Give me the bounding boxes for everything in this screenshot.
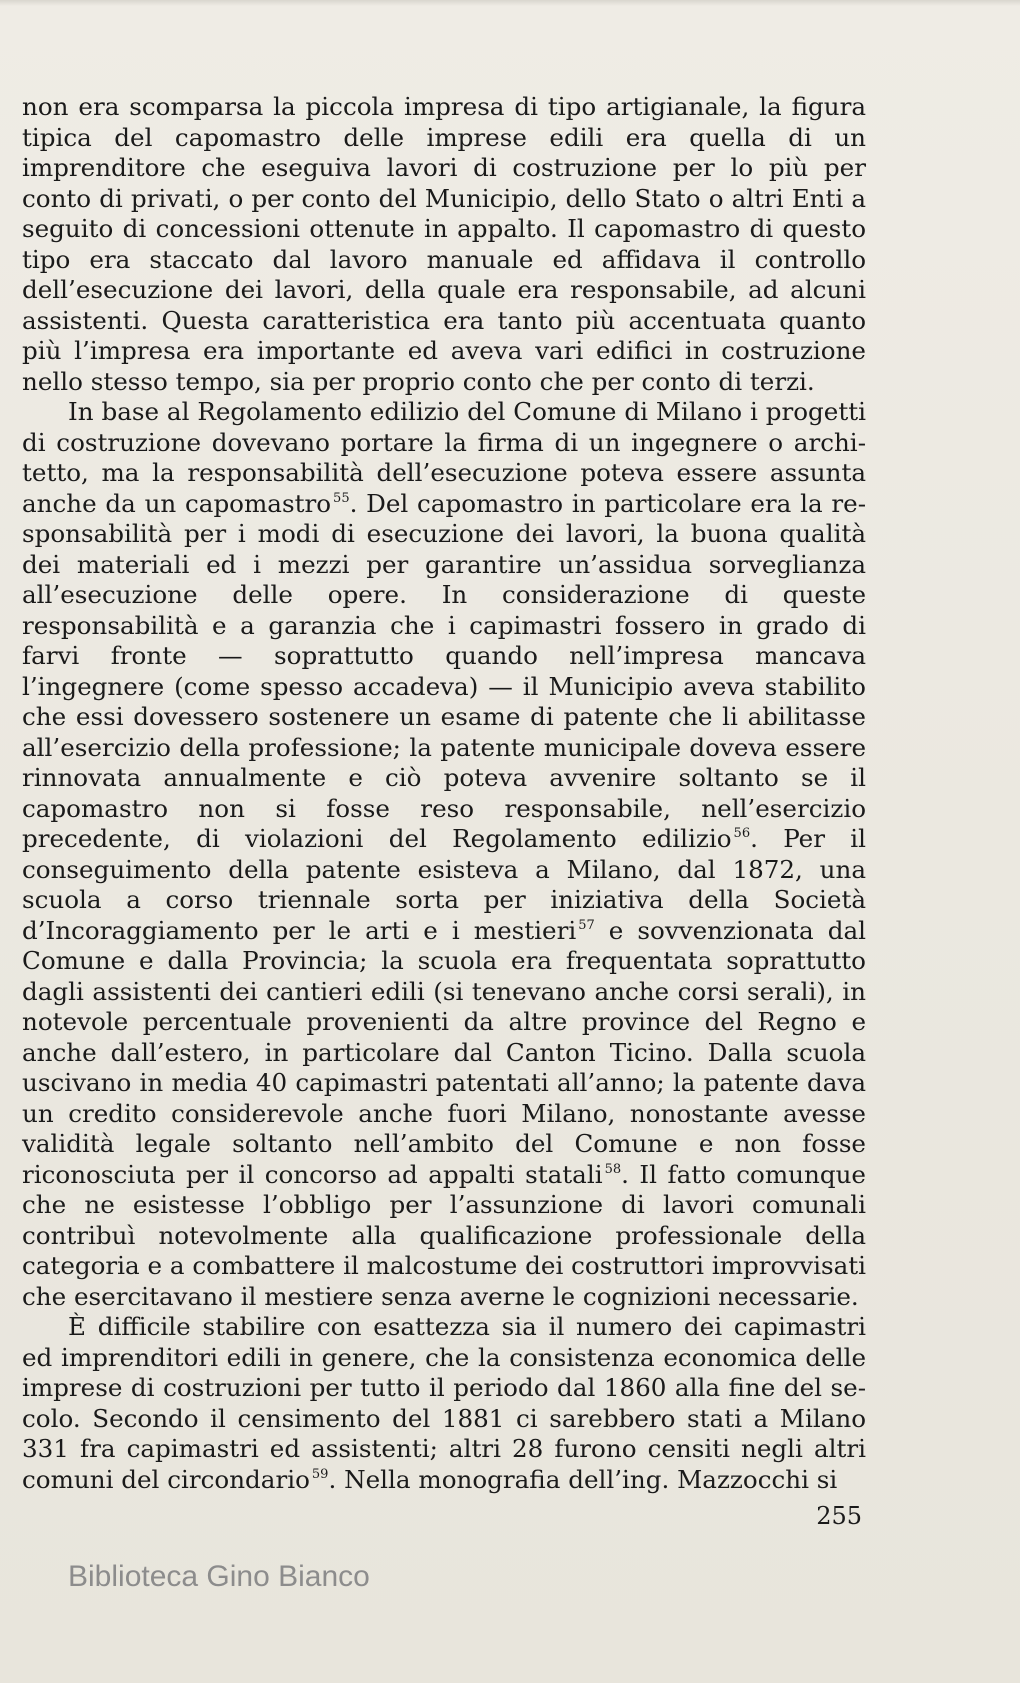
page-number: 255 — [816, 1502, 862, 1530]
paragraph-text: e sovvenzionata dal Comune e dalla Provincia; la scuola era frequentata soprattutto dagli assistenti dei cantieri edili (si tenevano anche corsi serali), in notevole percentuale provenienti da altre province del Regno e anche dall’estero, in particolare dal Canton Ticino. Dalla scuola uscivano in media 40 capimastri patentati all’anno; la patente dava un credito considerevole anche fuori Milano, nonostante avesse validità legale soltanto nell’ambito del Comune e non fosse riconosciuta per il concorso ad appalti statali — [22, 915, 866, 1189]
paragraph-text: In base al Regolamento edilizio del Comune di Milano i progetti di costruzione dovevano portare la firma di un ingegnere o architetto, ma la responsabilità dell’esecuzione poteva essere assunta anche da un capomastro — [22, 397, 866, 518]
footnote-marker-59: 59 — [311, 1466, 329, 1482]
paragraph-2 — [22, 397, 866, 1312]
footnote-marker-56: 56 — [733, 826, 751, 841]
paragraph-text: . Del capomastro in particolare era la responsabilità per i modi di esecuzione dei lavori, la buona qualità dei materiali ed i mezzi per garantire un’assidua sorveglianza all’esecuzione delle opere. In considerazione di queste responsabilità e a garanzia che i capimastri fossero in grado di farvi fronte — soprattutto quando nell’impresa mancava l’ingegnere (come spesso accadeva) — il Municipio aveva stabilito che essi dovessero sostenere un esame di patente che li abilitasse all’esercizio della professione; la patente municipale doveva essere rinnovata annualmente e ciò poteva avvenire soltanto se il capomastro non si fosse reso responsabile, nell’esercizio precedente, di violazioni del Regolamento edilizio — [22, 488, 866, 853]
paragraph-text: . Per il conseguimento della patente esisteva a Milano, dal 1872, una scuola a corso triennale sorta per iniziativa della Società d’Incoraggiamento per le arti e i mestieri — [22, 824, 866, 945]
paragraph-text: . Nella monografia dell’ing. Mazzocchi si — [328, 1464, 838, 1494]
footnote-marker-58: 58 — [604, 1161, 622, 1177]
paragraph-text: . Il fatto comunque che ne esistesse l’obbligo per l’assunzione di lavori comunali contribuì notevolmente alla qualificazione professionale della categoria e a combattere il malcostume dei costruttori improvvisati che esercitavano il mestiere senza averne le cognizioni necessarie. — [22, 1159, 867, 1311]
paragraph-1 — [22, 92, 866, 397]
library-watermark: Biblioteca Gino Bianco — [68, 1560, 370, 1593]
footnote-marker-57: 57 — [578, 917, 595, 933]
paragraph-text: È difficile stabilire con esattezza sia il numero dei capimastri ed imprenditori edili in genere, che la consistenza economica delle imprese di costruzioni per tutto il periodo dal 1860 alla fine del secolo. Secondo il censimento del 1881 ci sarebbero stati a Milano 331 fra capimastri ed assistenti; altri 28 furono censiti negli altri comuni del circondario — [22, 1312, 866, 1494]
paragraph-3 — [22, 1312, 866, 1495]
footnote-marker-55: 55 — [333, 490, 350, 506]
paragraph-text: non era scomparsa la piccola impresa di tipo artigianale, la figura tipica del capomastro delle imprese edili era quella di un imprenditore che eseguiva lavori di costruzione per lo più per conto di privati, o per conto del Municipio, dello Stato o altri Enti a seguito di concessioni ottenute in appalto. Il capomastro di questo tipo era staccato dal lavoro manuale ed affidava il controllo dell’esecuzione dei lavori, della quale era responsabile, ad alcuni assistenti. Questa caratteristica era tanto più accentuata quanto più l’impresa era importante ed aveva vari edifici in costruzione nello stesso tempo, sia per proprio conto che per conto di terzi. — [22, 92, 866, 396]
body-text — [22, 92, 866, 1495]
